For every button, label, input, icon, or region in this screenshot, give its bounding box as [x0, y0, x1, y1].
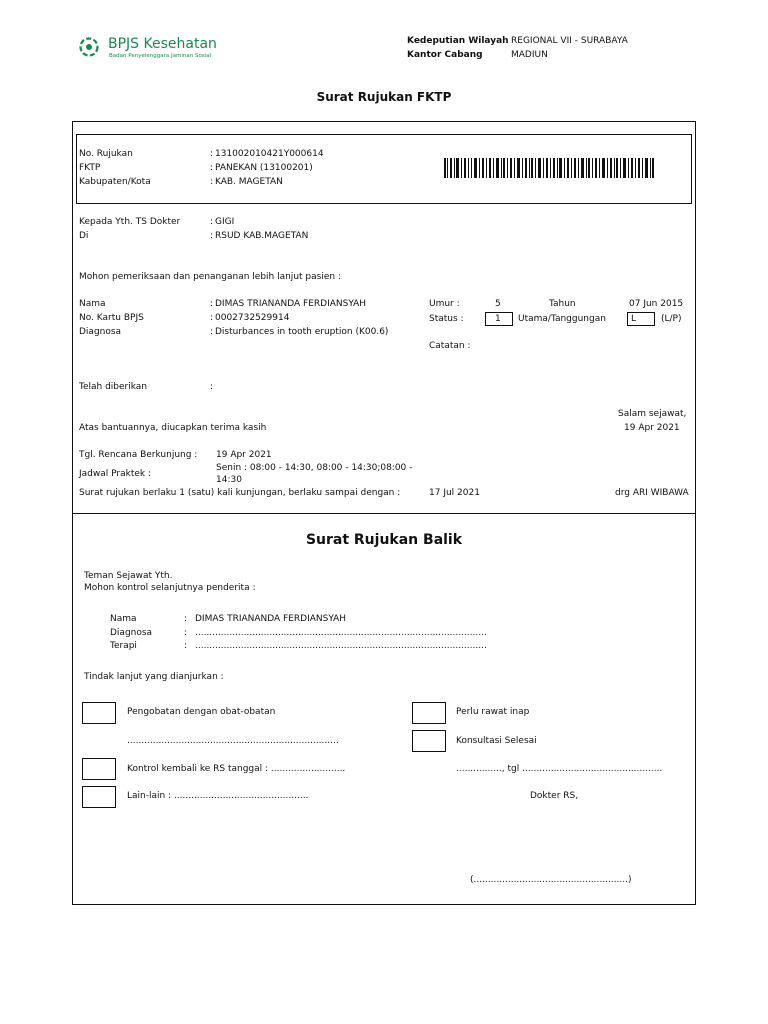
rencana-label: Tgl. Rencana Berkunjung :: [79, 450, 198, 460]
nama-value: DIMAS TRIANANDA FERDIANSYAH: [215, 299, 367, 309]
balik-terapi-dots: ......................................................................................................: [195, 641, 487, 651]
bpjs-logo-icon: [79, 37, 99, 57]
balik-greeting: Teman Sejawat Yth.: [84, 571, 173, 581]
logo-kesehatan-text: Kesehatan: [143, 36, 217, 52]
nama-label: Nama: [79, 299, 106, 309]
diagnosa-label: Diagnosa: [79, 327, 122, 337]
sex-value: L: [631, 314, 637, 324]
praktek-label: Jadwal Praktek :: [79, 469, 151, 479]
balik-terapi-label: Terapi: [110, 641, 137, 651]
opt-kontrol-label: Kontrol kembali ke RS tanggal : ..........................: [127, 764, 346, 774]
kabupaten-value: KAB. MAGETAN: [215, 177, 283, 187]
fktp-label: FKTP: [79, 163, 101, 173]
umur-value: 5: [495, 299, 501, 309]
checkbox-konsultasi[interactable]: [412, 730, 446, 752]
di-value: RSUD KAB.MAGETAN: [215, 231, 309, 241]
kantor-label: Kantor Cabang: [407, 50, 483, 60]
balik-request: Mohon kontrol selanjutnya penderita :: [84, 583, 256, 593]
section-divider: [72, 513, 695, 514]
checkbox-rawat-inap[interactable]: [412, 702, 446, 724]
di-label: Di: [79, 231, 89, 241]
umur-label: Umur :: [429, 299, 460, 309]
balik-diagnosa-dots: ......................................................................................................: [195, 628, 487, 638]
kartu-value: 0002732529914: [215, 313, 290, 323]
tgl-line: ................, tgl .................................................: [456, 764, 663, 774]
status-desc: Utama/Tanggungan: [518, 314, 606, 324]
logo-bpjs-text: BPJS: [108, 36, 140, 52]
rencana-value: 19 Apr 2021: [216, 450, 272, 460]
salam-text: Salam sejawat,: [618, 409, 687, 419]
opt-obat-label: Pengobatan dengan obat-obatan: [127, 707, 276, 717]
checkbox-kontrol[interactable]: [82, 758, 116, 780]
no-rujukan-label: No. Rujukan: [79, 149, 133, 159]
kepada-value: GIGI: [215, 217, 235, 227]
kabupaten-label: Kabupaten/Kota: [79, 177, 151, 187]
balik-nama-value: DIMAS TRIANANDA FERDIANSYAH: [195, 614, 347, 624]
page-title: Surat Rujukan FKTP: [316, 90, 452, 104]
intro-text: Mohon pemeriksaan dan penanganan lebih lanjut pasien :: [79, 272, 341, 282]
catatan-label: Catatan :: [429, 341, 471, 351]
kedeputian-label: Kedeputian Wilayah: [407, 36, 509, 46]
terima-kasih-text: Atas bantuannya, diucapkan terima kasih: [79, 423, 267, 433]
status-value: 1: [495, 314, 501, 324]
berlaku-value: 17 Jul 2021: [429, 488, 480, 498]
praktek-line1: Senin : 08:00 - 14:30, 08:00 - 14:30;08:00 -: [216, 463, 413, 473]
balik-diagnosa-label: Diagnosa: [110, 628, 153, 638]
tindak-label: Tindak lanjut yang dianjurkan :: [84, 672, 224, 682]
fktp-value: PANEKAN (13100201): [215, 163, 313, 173]
dokter-rs-label: Dokter RS,: [530, 791, 579, 801]
checkbox-lain[interactable]: [82, 786, 116, 808]
opt-lain-label: Lain-lain : ...............................................: [127, 791, 309, 801]
opt-konsultasi-label: Konsultasi Selesai: [456, 736, 537, 746]
praktek-line2: 14:30: [216, 475, 242, 485]
diberikan-label: Telah diberikan: [79, 382, 148, 392]
balik-title: Surat Rujukan Balik: [305, 532, 463, 548]
kepada-label: Kepada Yth. TS Dokter: [79, 217, 181, 227]
barcode-icon: [444, 158, 654, 178]
signature-line: (......................................................): [470, 875, 632, 885]
no-rujukan-value: 131002010421Y000614: [215, 149, 324, 159]
tgl-lahir-value: 07 Jun 2015: [629, 299, 684, 309]
berlaku-text: Surat rujukan berlaku 1 (satu) kali kunjungan, berlaku sampai dengan :: [79, 488, 401, 498]
kantor-value: MADIUN: [511, 50, 548, 60]
logo-subtitle: Badan Penyelenggara Jaminan Sosial: [109, 53, 212, 59]
tahun-label: Tahun: [549, 299, 576, 309]
sex-desc: (L/P): [661, 314, 682, 324]
salam-date: 19 Apr 2021: [624, 423, 680, 433]
opt-obat-dots: ..........................................................................: [127, 736, 339, 746]
kartu-label: No. Kartu BPJS: [79, 313, 144, 323]
status-label: Status :: [429, 314, 464, 324]
opt-rawat-label: Perlu rawat inap: [456, 707, 530, 717]
balik-nama-label: Nama: [110, 614, 137, 624]
diagnosa-value: Disturbances in tooth eruption (K00.6): [215, 327, 389, 337]
dokter-name: drg ARI WIBAWA: [615, 488, 689, 498]
checkbox-obat[interactable]: [82, 702, 116, 724]
kedeputian-value: REGIONAL VII - SURABAYA: [511, 36, 628, 46]
